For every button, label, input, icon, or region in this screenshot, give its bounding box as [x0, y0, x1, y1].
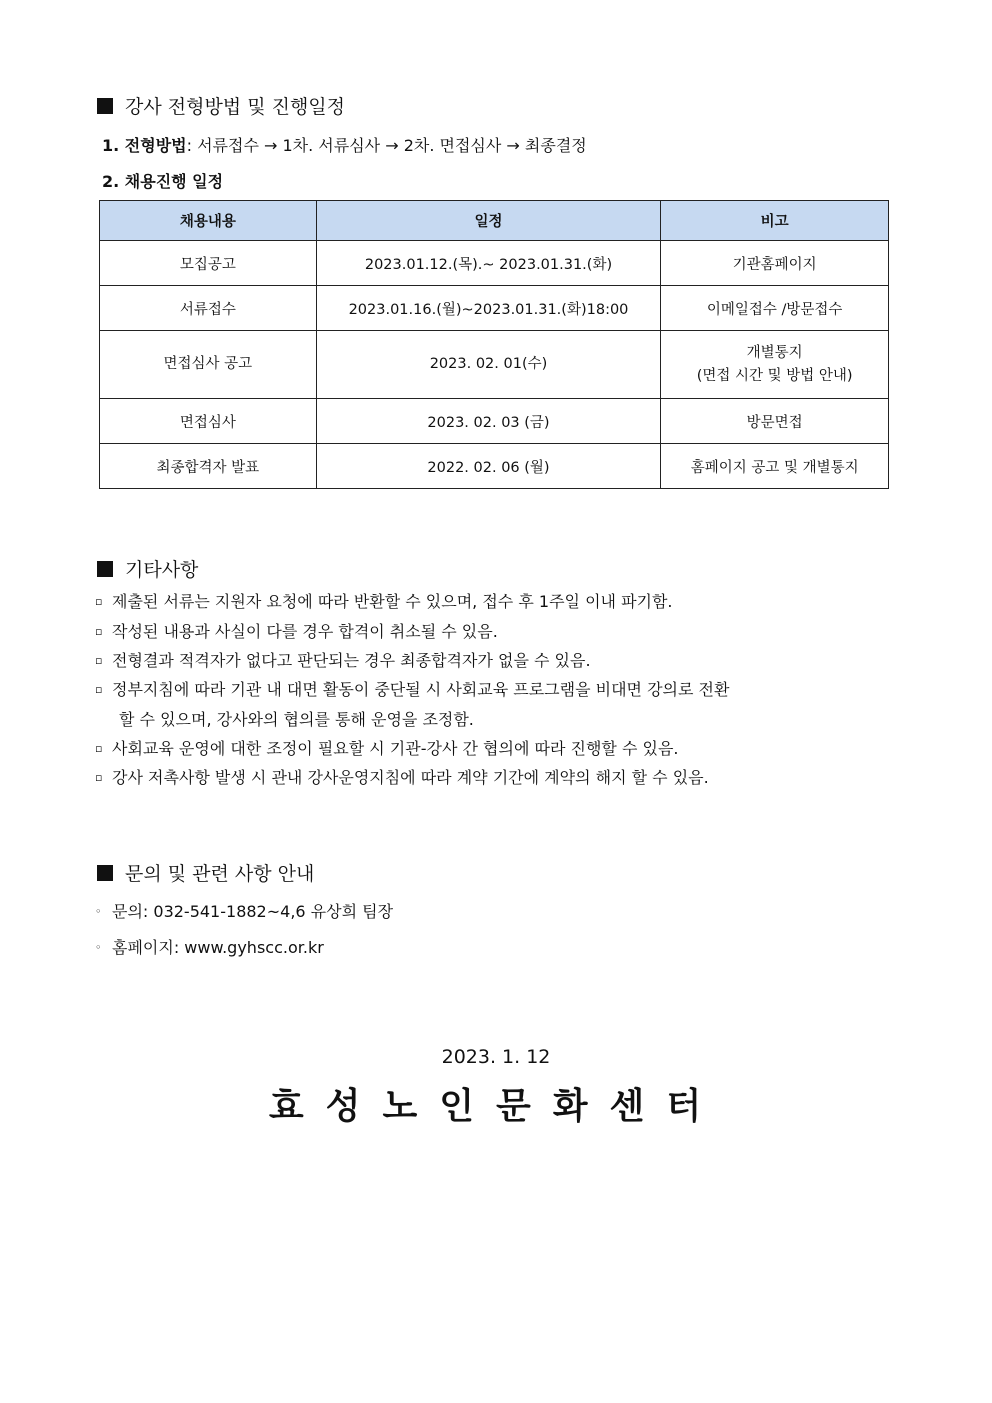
schedule-label: 2. 채용진행 일정: [102, 172, 224, 191]
table-cell: 방문면접: [661, 399, 889, 444]
list-item-continuation: 할 수 있으며, 강사와의 협의를 통해 운영을 조정함.: [119, 710, 474, 729]
small-square-bullet-icon: ▫: [95, 683, 103, 696]
list-item: ▫ 제출된 서류는 지원자 요청에 따라 반환할 수 있으며, 접수 후 1주일 이내 파기함.: [95, 592, 673, 611]
table-row: [100, 399, 889, 444]
section-heading-selection: [97, 92, 345, 119]
table-cell: [661, 331, 889, 399]
table-row: [100, 331, 889, 399]
small-square-bullet-icon: ▫: [95, 595, 103, 608]
section-title: 강사 전형방법 및 진행일정: [125, 96, 346, 118]
list-item: ▫ 작성된 내용과 사실이 다를 경우 합격이 취소될 수 있음.: [95, 622, 498, 641]
table-cell: 2023. 02. 03 (금): [316, 399, 661, 444]
table-cell: 2023.01.12.(목).~ 2023.01.31.(화): [316, 241, 661, 286]
method-label: 1. 전형방법: [102, 136, 187, 155]
organization-name: 효성노인문화센터: [268, 1086, 724, 1127]
note-line: 개별통지: [746, 344, 803, 361]
list-item: ▫ 사회교육 운영에 대한 조정이 필요할 시 기관-강사 간 협의에 따라 진행할 수 있음.: [95, 739, 679, 758]
schedule-table: [99, 200, 889, 489]
section-title: 문의 및 관련 사항 안내: [125, 863, 315, 885]
table-cell: 2023.01.16.(월)~2023.01.31.(화)18:00: [316, 286, 661, 331]
square-bullet-icon: [97, 865, 113, 881]
method-text: : 서류접수 → 1차. 서류심사 → 2차. 면접심사 → 최종결정: [186, 136, 587, 155]
table-cell: 서류접수: [100, 286, 317, 331]
section-title: 기타사항: [125, 559, 199, 581]
section-heading-contact: [97, 859, 314, 886]
table-cell: 최종합격자 발표: [100, 444, 317, 489]
small-square-bullet-icon: ▫: [95, 654, 103, 667]
header-cell: 채용내용: [100, 201, 317, 241]
table-row: [100, 241, 889, 286]
table-cell: 면접심사 공고: [100, 331, 317, 399]
table-cell: 홈페이지 공고 및 개별통지: [661, 444, 889, 489]
table-row: [100, 444, 889, 489]
table-cell: 2022. 02. 06 (월): [316, 444, 661, 489]
list-item: ▫ 전형결과 적격자가 없다고 판단되는 경우 최종합격자가 없을 수 있음.: [95, 651, 591, 670]
small-square-bullet-icon: ▫: [95, 625, 103, 638]
square-bullet-icon: [97, 98, 113, 114]
note-line: (면접 시간 및 방법 안내): [696, 367, 853, 384]
table-cell: 면접심사: [100, 399, 317, 444]
header-cell: 일정: [316, 201, 661, 241]
contact-line: ◦ 문의: 032-541-1882~4,6 유상희 팀장: [95, 902, 394, 921]
square-bullet-icon: [97, 561, 113, 577]
table-cell: 기관홈페이지: [661, 241, 889, 286]
list-item: ▫ 정부지침에 따라 기관 내 대면 활동이 중단될 시 사회교육 프로그램을 비대면 강의로 전환: [95, 680, 730, 699]
table-header-row: [100, 201, 889, 241]
table-cell: 2023. 02. 01(수): [316, 331, 661, 399]
table-cell: 이메일접수 /방문접수: [661, 286, 889, 331]
circle-bullet-icon: ◦: [95, 941, 102, 954]
table-cell: 모집공고: [100, 241, 317, 286]
homepage-line: ◦ 홈페이지: www.gyhscc.or.kr: [95, 938, 324, 957]
small-square-bullet-icon: ▫: [95, 771, 103, 784]
section-heading-other: [97, 555, 198, 582]
header-cell: 비고: [661, 201, 889, 241]
circle-bullet-icon: ◦: [95, 905, 102, 918]
list-item: ▫ 강사 저촉사항 발생 시 관내 강사운영지침에 따라 계약 기간에 계약의 해지 할 수 있음.: [95, 768, 709, 787]
table-row: [100, 286, 889, 331]
selection-method: [102, 133, 587, 156]
document-date: 2023. 1. 12: [441, 1046, 551, 1068]
small-square-bullet-icon: ▫: [95, 742, 103, 755]
